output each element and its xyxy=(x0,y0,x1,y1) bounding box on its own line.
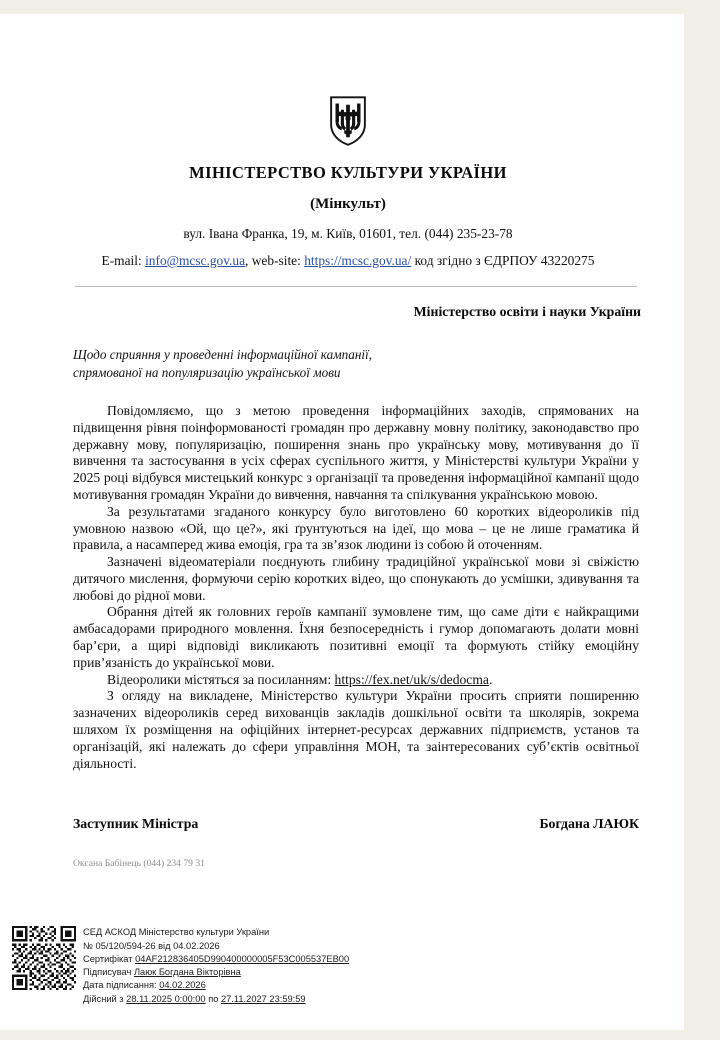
emblem-container xyxy=(48,14,648,146)
organization-contacts xyxy=(48,253,648,269)
stamp-sign-date-value: 04.02.2026 xyxy=(159,980,206,991)
organization-address: вул. Івана Франка, 19, м. Київ, 01601, тел. (044) 235-23-78 xyxy=(183,226,513,241)
stamp-document-number: № 05/120/594-26 від 04.02.2026 xyxy=(83,940,220,951)
stamp-signer-value: Лаюк Богдана Вікторівна xyxy=(133,967,241,978)
stamp-valid-from: 28.11.2025 0:00:00 xyxy=(126,993,206,1004)
stamp-valid-prefix: Дійсний з xyxy=(83,993,127,1004)
stamp-sign-date xyxy=(83,979,349,992)
stamp-sign-date-label: Дата підписання: xyxy=(83,980,160,991)
document-body xyxy=(48,403,648,772)
stamp-certificate xyxy=(83,953,349,966)
stamp-signer xyxy=(83,966,349,979)
document-page xyxy=(0,14,684,1030)
ukraine-coat-of-arms-tryzub-icon xyxy=(329,96,367,146)
header-divider xyxy=(75,286,637,287)
stamp-text-block xyxy=(83,926,349,1006)
stamp-valid-to: 27.11.2027 23:59:59 xyxy=(220,993,306,1004)
stamp-signer-label: Підписувач xyxy=(83,967,134,978)
contacts-comma: , xyxy=(245,253,249,268)
signature-block xyxy=(48,816,648,832)
video-link-suffix: . xyxy=(488,671,493,687)
website-link[interactable]: https://mcsc.gov.ua/ xyxy=(304,253,412,268)
subject-block xyxy=(48,346,648,381)
subject-line-2: спрямованої на популяризацію української мови xyxy=(73,364,341,380)
qr-code-icon[interactable] xyxy=(12,926,76,990)
body-paragraph: За результатами згаданого конкурсу було виготовлено 60 коротких відеороликів під умовною назвою «Ой, що це?», які ґрунтуються на ідеї, що мова – це не лише граматика й правила, а насамперед жива емоція, гра та зв’язок людини із собою й оточенням. xyxy=(73,503,639,553)
email-label: E-mail: xyxy=(101,253,142,268)
edrpou-code: код згідно з ЄДРПОУ 43220275 xyxy=(414,253,595,268)
subject-line-1: Щодо сприяння у проведенні інформаційної кампанії, xyxy=(73,347,373,362)
closing-paragraph: З огляду на викладене, Міністерство культури України просить сприяти поширенню зазначених відеороликів серед вихованців закладів дошкільної освіти та школярів, зокрема шляхом їх розміщення на офіційних інтернет-ресурсах державних підприємств, установ та організацій, які належать до сфери управління МОН, та заінтересованих суб’єктів освітньої діяльності. xyxy=(73,688,639,771)
stamp-valid-mid: по xyxy=(205,993,221,1004)
organization-short-name: (Мінкульт) xyxy=(310,196,386,212)
stamp-certificate-label: Сертифікат xyxy=(83,953,136,964)
addressee: Міністерство освіти і науки України xyxy=(413,304,641,319)
body-paragraph: Зазначені відеоматеріали поєднують глибину традиційної української мови зі свіжістю дитячого мислення, формуючи серію коротких відео, що спонукають до усмішки, здивування та любові до рідної мови. xyxy=(73,554,639,603)
executor-contact: Оксана Бабінець (044) 234 79 31 xyxy=(73,858,205,870)
digital-signature-stamp xyxy=(12,926,349,1006)
stamp-system: СЕД АСКОД Міністерство культури України xyxy=(83,927,270,938)
email-link[interactable]: info@mcsc.gov.ua xyxy=(145,253,246,268)
body-paragraph: Обрання дітей як головних героїв кампанії зумовлене тим, що саме діти є найкращими амбасадорами природного мовлення. Їхня безпосередність і гумор допомагають долати мовні бар’єри, а щирі відповіді викликають позитивні емоції та формують стійку емоційну прив’язаність до української мови. xyxy=(73,604,639,670)
video-link-paragraph xyxy=(73,672,639,689)
website-label: web-site: xyxy=(251,253,301,268)
signatory-name: Богдана ЛАЮК xyxy=(539,816,639,832)
video-link-prefix: Відеоролики містяться за посиланням: xyxy=(107,671,335,687)
organization-title: МІНІСТЕРСТВО КУЛЬТУРИ УКРАЇНИ xyxy=(189,163,507,182)
body-paragraph: Повідомляємо, що з метою проведення інформаційних заходів, спрямованих на підвищення рівня поінформованості громадян про державну мовну політику, законодавство про державну мову, популяризацію, поширення знань про українську мову, мотивування до її вивчення та застосування в усіх сферах суспільного життя, у Міністерстві культури України у 2025 році відбувся мистецький конкурс з організації та проведення інформаційної кампанії щодо мотивування громадян України до вивчення, навчання та спілкування українською мовою. xyxy=(73,403,639,502)
signatory-position: Заступник Міністра xyxy=(73,816,199,832)
stamp-validity xyxy=(83,993,349,1006)
video-gallery-link[interactable]: https://fex.net/uk/s/dedocma xyxy=(334,671,489,687)
stamp-certificate-value: 04AF212836405D990400000005F53C005537EB00 xyxy=(135,953,350,964)
